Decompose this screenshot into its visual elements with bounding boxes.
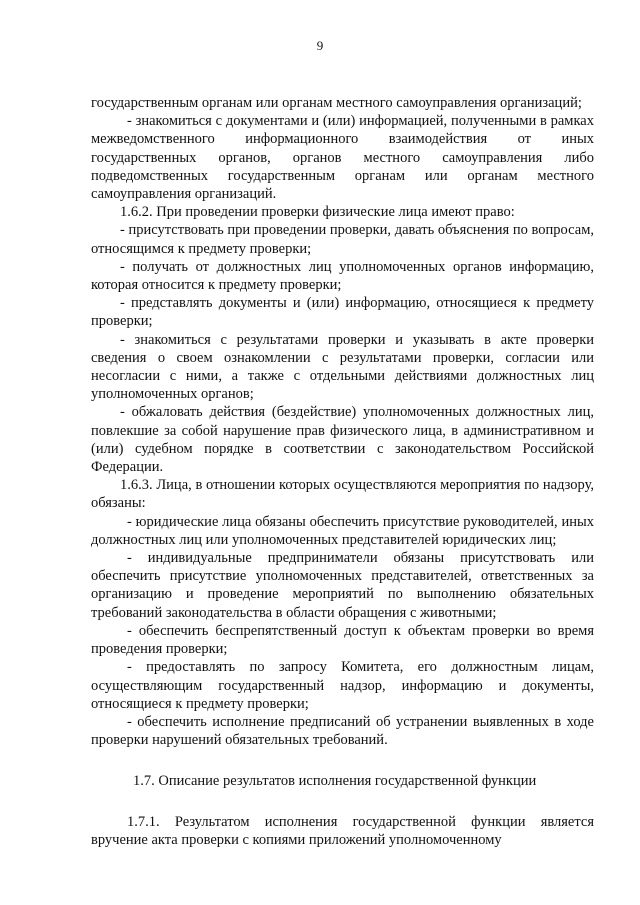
paragraph-continuation: государственным органам или органам местного самоуправления организаций; [91, 95, 582, 111]
paragraph-duty-comply-orders: - обеспечить исполнение предписаний об устранении выявленных в ходе проверки нарушений обязательных требований. [91, 713, 594, 749]
paragraph-right-attend: - присутствовать при проведении проверки, давать объяснения по вопросам, относящимся к предмету проверки; [91, 222, 594, 257]
paragraph-interdepartmental-info: - знакомиться с документами и (или) информацией, полученными в рамках межведомственного информационного взаимодействия от иных государственных органов, органов местного самоуправления либо подведомственных государственным органам или органам местного самоуправления организаций. [91, 113, 594, 203]
paragraph-1-6-2: 1.6.2. При проведении проверки физические лица имеют право: [120, 204, 515, 221]
page-number: 9 [316, 38, 324, 53]
section-heading-1-7: 1.7. Описание результатов исполнения государственной функции [133, 773, 537, 790]
paragraph-1-7-1: 1.7.1. Результатом исполнения государственной функции является вручение акта проверки с копиями приложений уполномоченному [91, 813, 594, 848]
paragraph-duty-provide-docs: - предоставлять по запросу Комитета, его должностным лицам, осуществляющим государственный надзор, информацию и документы, относящиеся к предмету проверки; [91, 659, 594, 712]
paragraph-right-receive-info: - получать от должностных лиц уполномоченных органов информацию, которая относится к предмету проверки; [91, 258, 594, 294]
paragraph-duty-entrepreneurs: - индивидуальные предприниматели обязаны присутствовать или обеспечить присутствие уполномоченных представителей, ответственных за организацию и проведение мероприятий по выполнению обязательных требований законодательства в области обращения с животными; [91, 550, 594, 621]
paragraph-duty-access: - обеспечить беспрепятственный доступ к объектам проверки во время проведения проверки; [91, 622, 594, 658]
paragraph-right-review-results: - знакомиться с результатами проверки и указывать в акте проверки сведения о своем ознакомлении с результатами проверки, согласии или несогласии с ними, а также с отдельными действиями должностных лиц уполномоченных органов; [91, 331, 594, 403]
page-body [91, 94, 594, 849]
paragraph-right-appeal: - обжаловать действия (бездействие) уполномоченных должностных лиц, повлекшие за собой нарушение прав физического лица, в административном и (или) судебном порядке в соответствии с законодательством Российской Федерации. [91, 404, 594, 476]
paragraph-1-6-3: 1.6.3. Лица, в отношении которых осуществляются мероприятия по надзору, обязаны: [91, 477, 594, 512]
paragraph-right-submit-docs: - представлять документы и (или) информацию, относящиеся к предмету проверки; [91, 295, 594, 330]
paragraph-duty-legal-entities: - юридические лица обязаны обеспечить присутствие руководителей, иных должностных лиц или уполномоченных представителей юридических лиц; [91, 513, 594, 548]
